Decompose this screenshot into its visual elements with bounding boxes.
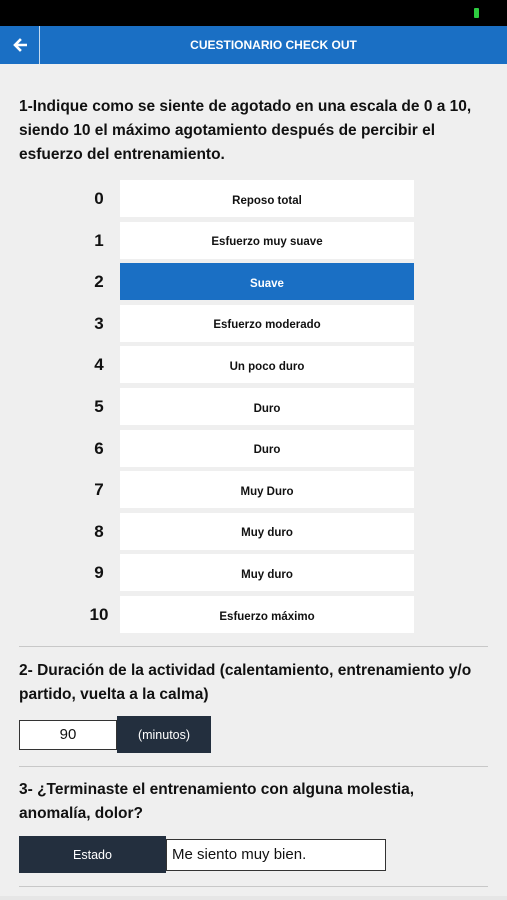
duration-input[interactable]: 90 — [19, 720, 117, 750]
page-title: CUESTIONARIO CHECK OUT — [190, 38, 357, 52]
scale-option-1[interactable]: Esfuerzo muy suave — [120, 222, 414, 259]
question-3-text: 3- ¿Terminaste el entrenamiento con alguna molestia, anomalía, dolor? — [19, 781, 415, 822]
scale-option-3[interactable]: Esfuerzo moderado — [120, 305, 414, 342]
battery-icon — [474, 8, 479, 18]
scale-row-1 — [0, 222, 507, 260]
back-button[interactable] — [0, 26, 40, 64]
scale-option-4[interactable]: Un poco duro — [120, 346, 414, 383]
divider — [19, 766, 488, 767]
scale-option-2[interactable]: Suave — [120, 263, 414, 300]
scale-number: 10 — [89, 605, 109, 624]
scale-option-0[interactable]: Reposo total — [120, 180, 414, 217]
scale-row-6 — [0, 430, 507, 468]
scale-option-8[interactable]: Muy duro — [120, 513, 414, 550]
scale-number: 5 — [94, 397, 104, 416]
scale-row-10 — [0, 596, 507, 634]
scale-number: 2 — [94, 272, 104, 292]
status-bar — [0, 0, 507, 26]
scale-number: 1 — [94, 230, 104, 250]
scale-row-7 — [0, 471, 507, 509]
scale-number: 0 — [94, 189, 104, 208]
scale-number: 7 — [94, 480, 104, 500]
scale-option-7[interactable]: Muy Duro — [120, 471, 414, 508]
scale-number: 6 — [94, 438, 104, 458]
scale-number: 9 — [94, 563, 104, 583]
divider — [19, 886, 488, 887]
question-2-text: 2- Duración de la actividad (calentamiento, entrenamiento y/o partido, vuelta a la calma) — [19, 662, 472, 703]
scale-option-10[interactable]: Esfuerzo máximo — [120, 596, 414, 633]
scale-row-4 — [0, 346, 507, 384]
scale-row-2 — [0, 263, 507, 301]
scale-number: 4 — [94, 355, 104, 375]
scale-option-5[interactable]: Duro — [120, 388, 414, 425]
scale-row-0 — [0, 180, 507, 218]
bottom-strip — [0, 896, 507, 900]
scale-number: 3 — [94, 313, 104, 333]
question-1-text: 1-Indique como se siente de agotado en una escala de 0 a 10, siendo 10 el máximo agotamiento después de percibir el esfuerzo del entrenamiento. — [19, 98, 472, 163]
minutes-unit-label: (minutos) — [117, 716, 211, 753]
estado-button[interactable]: Estado — [19, 836, 166, 873]
arrow-left-icon — [13, 38, 27, 52]
scale-option-6[interactable]: Duro — [120, 430, 414, 467]
scale-number: 8 — [94, 521, 104, 541]
app-bar — [0, 26, 507, 64]
scale-option-9[interactable]: Muy duro — [120, 554, 414, 591]
status-input[interactable]: Me siento muy bien. — [166, 839, 386, 871]
scale-row-9 — [0, 554, 507, 592]
scale-row-8 — [0, 513, 507, 551]
scale-row-5 — [0, 388, 507, 426]
divider — [19, 646, 488, 647]
scale-row-3 — [0, 305, 507, 343]
